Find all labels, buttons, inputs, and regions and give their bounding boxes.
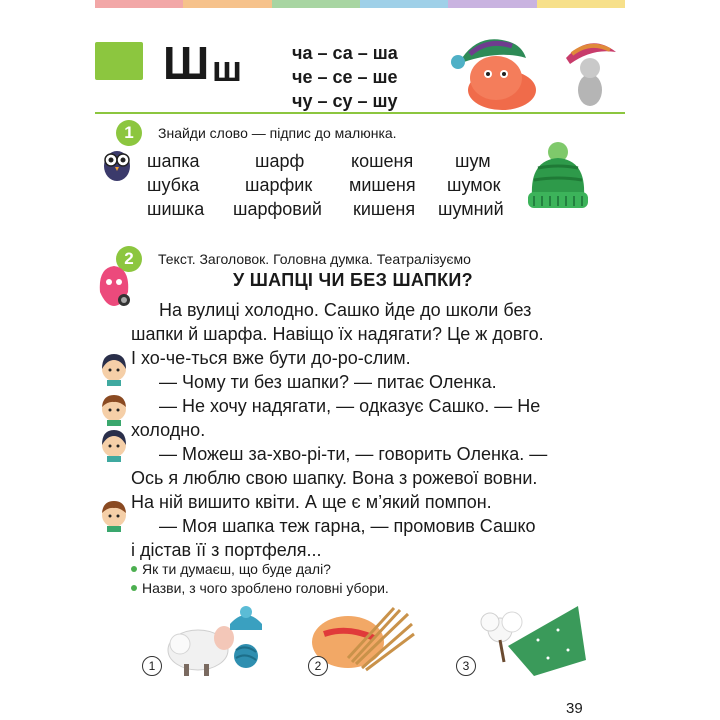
exercise-number-badge: 1 bbox=[116, 120, 142, 146]
exercise-number-badge: 2 bbox=[116, 246, 142, 272]
picture-number: 3 bbox=[456, 656, 476, 676]
header-divider bbox=[95, 112, 625, 114]
sheep-and-yarn-illustration bbox=[158, 604, 270, 680]
cotton-and-scarf-illustration bbox=[478, 600, 590, 680]
word: мишеня bbox=[349, 175, 416, 195]
story-title: У ШАПЦІ ЧИ БЕЗ ШАПКИ? bbox=[233, 270, 473, 290]
syllable-row: ча – са – ша bbox=[292, 43, 398, 63]
syllable-row: чу – су – шу bbox=[292, 91, 398, 111]
bullet-icon bbox=[131, 585, 137, 591]
boy-avatar-icon bbox=[99, 392, 129, 426]
boy-avatar-icon bbox=[99, 498, 129, 532]
story-line: — Не хочу надягати, — одказує Сашко. — Не bbox=[159, 396, 541, 416]
story-line: шапки й шарфа. Навіщо їх надягати? Це ж довго. bbox=[131, 324, 544, 344]
exercise-instruction: Текст. Заголовок. Головна думка. Театралізуємо bbox=[158, 251, 471, 267]
letter-upper: Ш bbox=[163, 37, 209, 89]
picture-number: 2 bbox=[308, 656, 328, 676]
question: Назви, з чого зроблено головні убори. bbox=[142, 580, 389, 596]
syllable-row: че – се – ше bbox=[292, 67, 398, 87]
creature-with-hat-illustration bbox=[440, 28, 625, 112]
word: кошеня bbox=[351, 151, 414, 171]
character-with-glasses-icon bbox=[94, 262, 134, 310]
story-line: і дістав її з портфеля... bbox=[131, 540, 322, 560]
exercise-instruction: Знайди слово — підпис до малюнка. bbox=[158, 125, 397, 141]
story-line: — Можеш за-хво-рі-ти, — говорить Оленка. — bbox=[159, 444, 548, 464]
owl-icon bbox=[100, 140, 134, 184]
story-line: І хо-че-ться вже бути до-ро-слим. bbox=[131, 348, 411, 368]
girl-avatar-icon bbox=[99, 352, 129, 386]
word: кишеня bbox=[353, 199, 416, 219]
header-green-block bbox=[95, 42, 143, 80]
story-line: — Моя шапка теж гарна, — промовив Сашко bbox=[159, 516, 536, 536]
word: шарф bbox=[255, 151, 305, 171]
word: шапка bbox=[147, 151, 200, 171]
word: шубка bbox=[147, 175, 200, 195]
word: шарфовий bbox=[233, 199, 322, 219]
word: шумний bbox=[438, 199, 504, 219]
question: Як ти думаєш, що буде далі? bbox=[142, 561, 331, 577]
bullet-icon bbox=[131, 566, 137, 572]
top-color-stripe bbox=[95, 0, 625, 8]
word: шумок bbox=[447, 175, 501, 195]
word: шум bbox=[455, 151, 491, 171]
knit-hat-illustration bbox=[524, 140, 592, 214]
story-line: холодно. bbox=[131, 420, 206, 440]
story-line: На вулиці холодно. Сашко йде до школи без bbox=[159, 300, 532, 320]
story-line: Ось я люблю свою шапку. Вона з рожевої вовни. bbox=[131, 468, 538, 488]
picture-number: 1 bbox=[142, 656, 162, 676]
story-line: — Чому ти без шапки? — питає Оленка. bbox=[159, 372, 497, 392]
page-number: 39 bbox=[566, 700, 583, 717]
word: шишка bbox=[147, 199, 205, 219]
word: шарфик bbox=[245, 175, 313, 195]
girl-avatar-icon bbox=[99, 428, 129, 462]
story-line: На ній вишито квіти. А ще є м’який помпон. bbox=[131, 492, 492, 512]
letter-lower: ш bbox=[212, 48, 243, 89]
